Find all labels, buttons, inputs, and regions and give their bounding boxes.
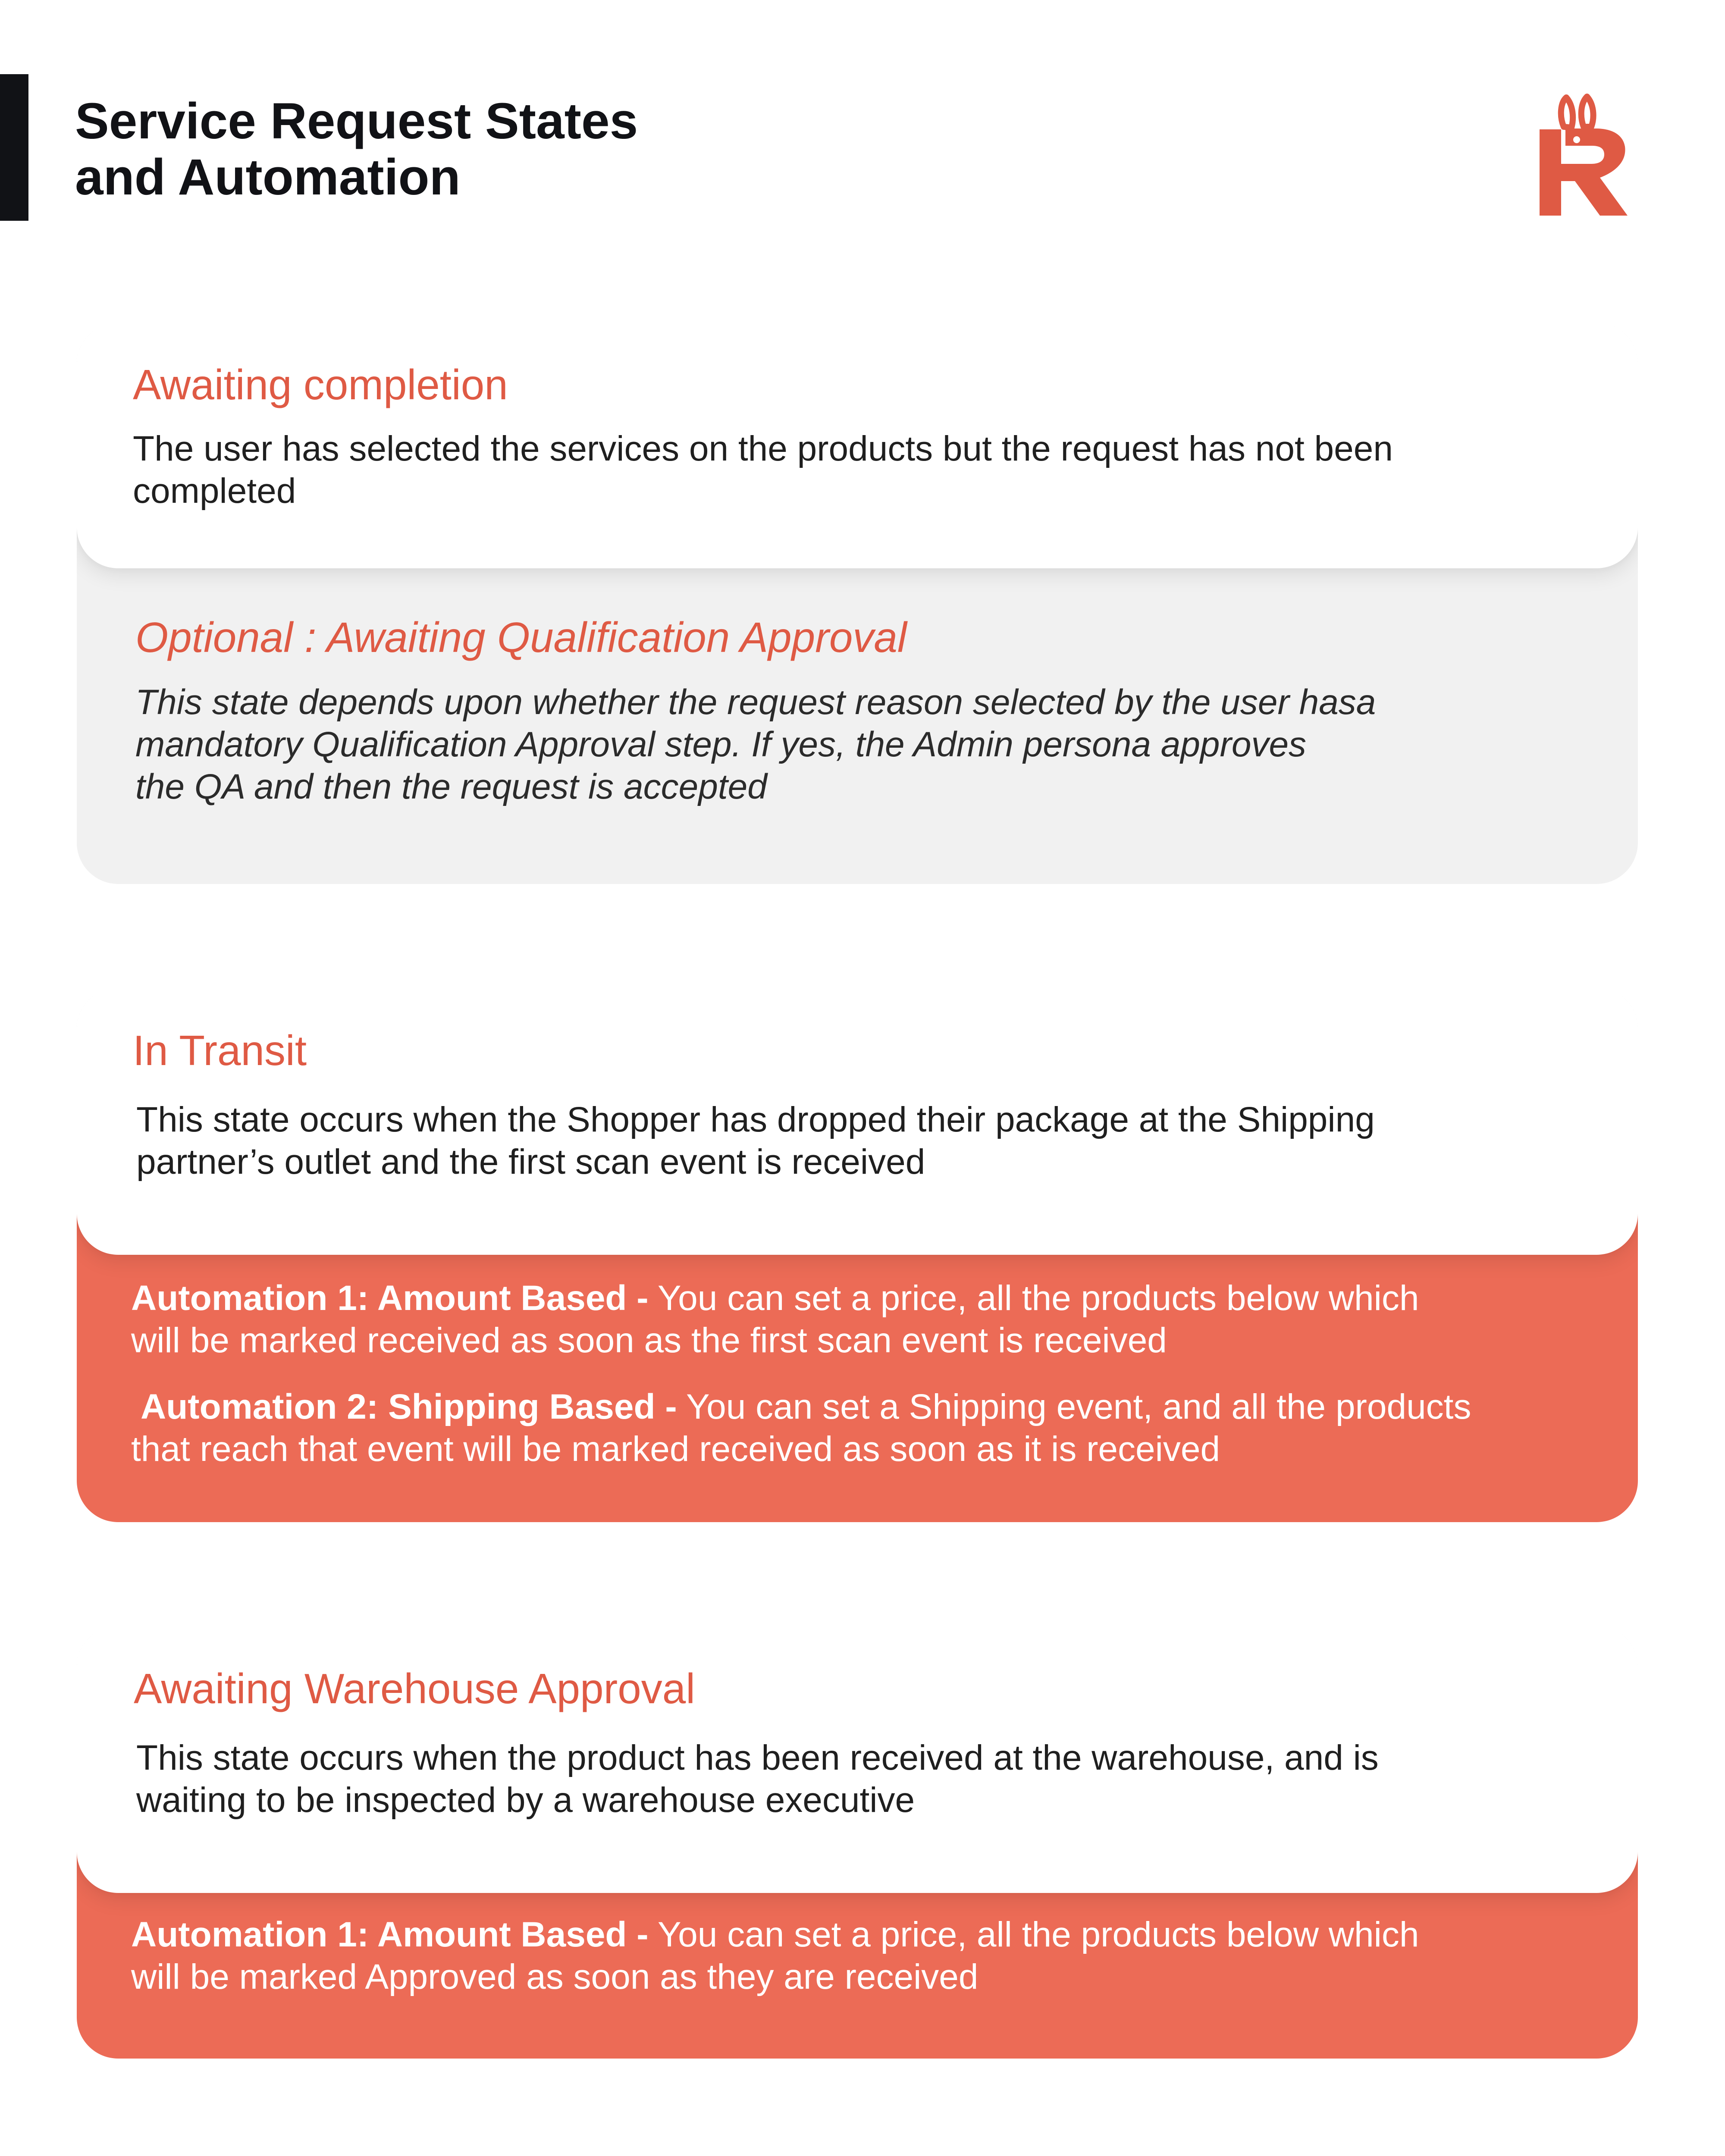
state-description-line: waiting to be inspected by a warehouse executive — [136, 1780, 915, 1820]
state-description-line: completed — [133, 471, 296, 511]
optional-state-title: Optional : Awaiting Qualification Approval — [135, 614, 907, 661]
state-title: Awaiting Warehouse Approval — [134, 1665, 695, 1712]
automation-rule — [131, 1914, 1586, 1998]
state-title: Awaiting completion — [133, 361, 508, 408]
automation-text: will be marked Approved as soon as they are received — [131, 1957, 979, 1996]
state-description — [133, 1099, 1582, 1183]
automation-label: Automation 1: Amount Based - — [131, 1915, 649, 1954]
state-description-line: This state occurs when the product has been received at the warehouse, and is — [136, 1738, 1379, 1777]
accent-bar — [0, 74, 28, 221]
optional-description-line: the QA and then the request is accepted — [135, 767, 767, 806]
automation-rule — [131, 1277, 1586, 1362]
automation-text: You can set a price, all the products below which — [648, 1279, 1419, 1318]
automation-label: Automation 2: Shipping Based - — [141, 1387, 677, 1426]
state-description — [134, 1737, 1582, 1821]
automation-text: will be marked received as soon as the first scan event is received — [131, 1321, 1167, 1360]
state-card-header — [77, 323, 1638, 568]
automation-label: Automation 1: Amount Based - — [131, 1279, 649, 1318]
page-title — [75, 93, 808, 205]
state-card-header — [77, 987, 1638, 1255]
state-card-header — [77, 1626, 1638, 1893]
automation-text: that reach that event will be marked received as soon as it is received — [131, 1429, 1220, 1469]
optional-description-line: mandatory Qualification Approval step. If yes, the Admin persona approves — [135, 725, 1307, 764]
optional-state-description — [135, 681, 1582, 808]
state-card-awaiting-warehouse-approval — [77, 1626, 1638, 2059]
automation-rule — [131, 1386, 1586, 1470]
state-description-line: partner’s outlet and the first scan event is received — [136, 1142, 925, 1181]
page-title-line2: and Automation — [75, 149, 461, 206]
automation-text: You can set a Shipping event, and all the products — [677, 1387, 1471, 1426]
state-description-line: The user has selected the services on the products but the request has not been — [133, 429, 1393, 468]
automation-panel — [77, 1213, 1638, 1522]
state-description — [133, 428, 1582, 512]
rabbit-r-logo-icon — [1535, 91, 1634, 220]
optional-description-line: This state depends upon whether the request reason selected by the user hasa — [135, 683, 1376, 722]
optional-state-panel — [77, 527, 1638, 884]
page-title-line1: Service Request States — [75, 93, 638, 150]
state-description-line: This state occurs when the Shopper has dropped their package at the Shipping — [136, 1100, 1375, 1139]
state-card-in-transit — [77, 987, 1638, 1522]
state-card-awaiting-completion — [77, 323, 1638, 884]
state-title: In Transit — [133, 1027, 307, 1074]
automation-text: You can set a price, all the products below which — [648, 1915, 1419, 1954]
